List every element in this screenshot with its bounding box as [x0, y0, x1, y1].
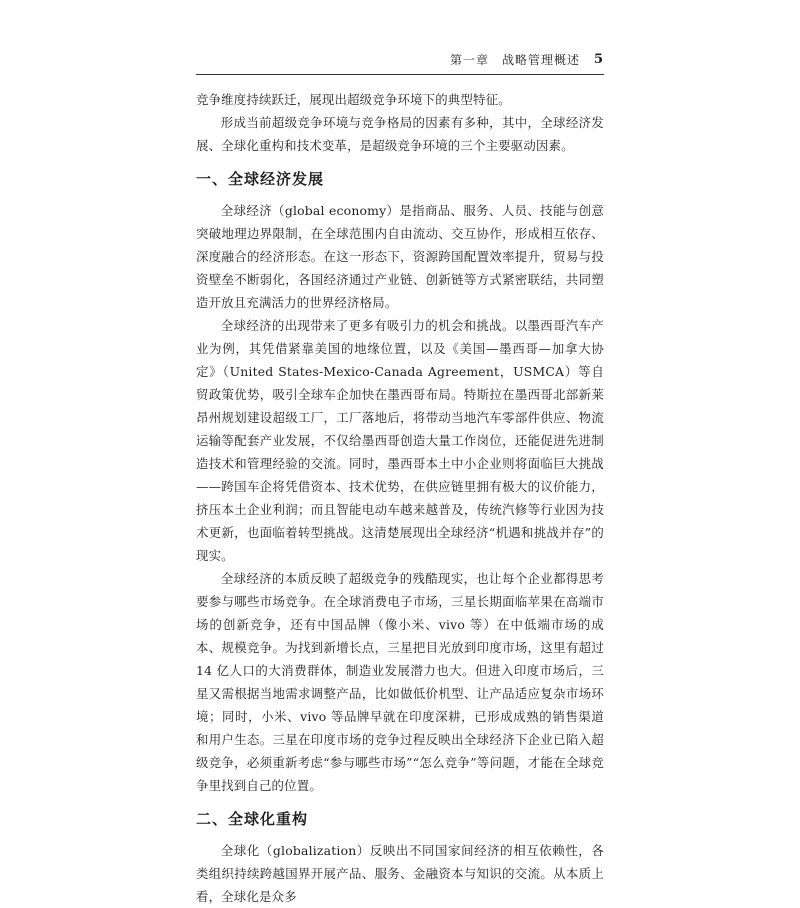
section-heading-globalization: 二、全球化重构	[196, 810, 309, 828]
paragraph-mexico-auto-example: 全球经济的出现带来了更多有吸引力的机会和挑战。以墨西哥汽车产业为例，其凭借紧靠美国的地缘位置，以及《美国—墨西哥—加拿大协定》（United States-Mexico-Canada Agreement，USMCA）等自贸政策优势，吸引全球车企加快在墨西哥布局。特斯拉在墨西哥北部新莱昂州规划建设超级工厂，工厂落地后，将带动当地汽车零部件供应、物流运输等配套产业发展，不仅给墨西哥创造大量工作岗位，还能促进先进制造技术和管理经验的交流。同时，墨西哥本土中小企业则将面临巨大挑战——跨国车企将凭借资本、技术优势，在供应链里拥有极大的议价能力，挤压本土企业利润；而且智能电动车越来越普及，传统汽修等行业因为技术更新，也面临着转型挑战。这清楚展现出全球经济“机遇和挑战并存”的现实。	[196, 318, 604, 563]
header-rule	[196, 74, 604, 75]
paragraph-global-economy-definition: 全球经济（global economy）是指商品、服务、人员、技能与创意突破地理边界限制，在全球范围内自由流动、交互协作，形成相互依存、深度融合的经济形态。在这一形态下，资源跨国配置效率提升，贸易与投资壁垒不断弱化，各国经济通过产业链、创新链等方式紧密联结，共同塑造开放且充满活力的世界经济格局。	[196, 203, 604, 310]
paragraph-globalization-definition: 全球化（globalization）反映出不同国家间经济的相互依赖性，各类组织持续跨越国界开展产品、服务、金融资本与知识的交流。从本质上看，全球化是众多	[196, 843, 604, 904]
chapter-label: 第一章 战略管理概述	[449, 52, 580, 67]
section-heading-global-economy: 一、全球经济发展	[196, 170, 325, 188]
page-content	[196, 88, 604, 908]
running-header	[196, 48, 604, 70]
paragraph-drivers: 形成当前超级竞争环境与竞争格局的因素有多种，其中，全球经济发展、全球化重构和技术变革，是超级竞争环境的三个主要驱动因素。	[196, 115, 604, 153]
page-number: 5	[593, 51, 604, 67]
paragraph-continuation: 竞争维度持续跃迁，展现出超级竞争环境下的典型特征。	[196, 92, 511, 107]
paragraph-samsung-india-example: 全球经济的本质反映了超级竞争的残酷现实，也让每个企业都得思考要参与哪些市场竞争。在全球消费电子市场，三星长期面临苹果在高端市场的创新竞争，还有中国品牌（像小米、vivo 等）在中低端市场的成本、规模竞争。为找到新增长点，三星把目光放到印度市场，这里有超过 14 亿人口的大消费群体，制造业发展潜力也大。但进入印度市场后，三星又需根据当地需求调整产品，比如做低价机型、让产品适应复杂市场环境；同时，小米、vivo 等品牌早就在印度深耕，已形成成熟的销售渠道和用户生态。三星在印度市场的竞争过程反映出全球经济下企业已陷入超级竞争，必须重新考虑“参与哪些市场”“怎么竞争”等问题，才能在全球竞争里找到自己的位置。	[196, 571, 604, 793]
